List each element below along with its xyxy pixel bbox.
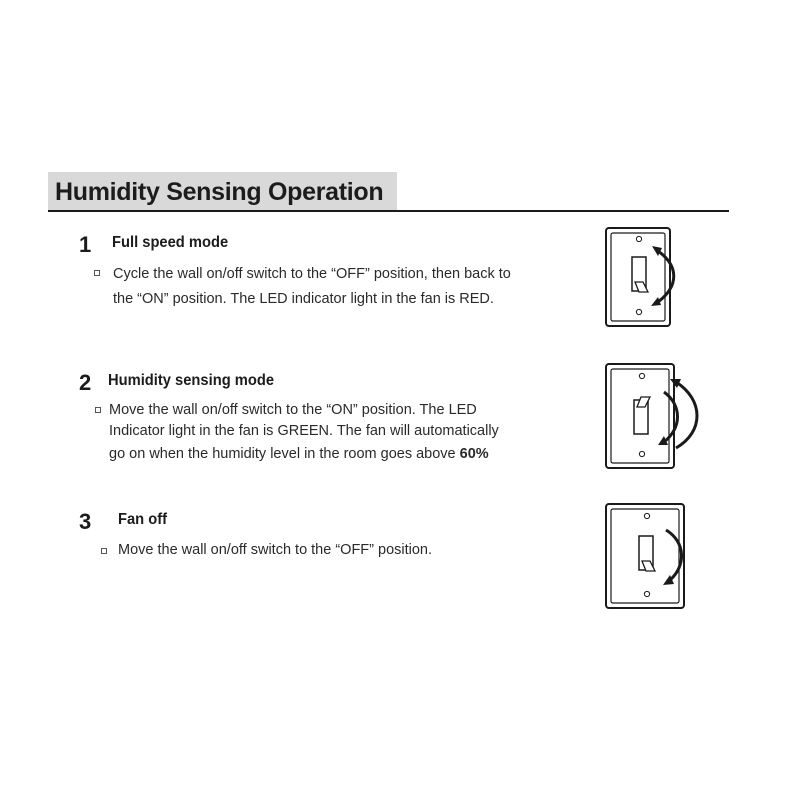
- step-2-title: Humidity sensing mode: [108, 372, 275, 389]
- step-3-bullet: [101, 548, 107, 554]
- humidity-threshold-value: 60%: [459, 446, 489, 462]
- step-2-description-line-3: [109, 444, 489, 465]
- step-2-description-line-2: Indicator light in the fan is GREEN. The fan will automatically: [109, 423, 499, 439]
- switch-cycle-off-on-icon: [604, 224, 680, 330]
- step-3-number: 3: [79, 509, 92, 534]
- switch-off-icon: [604, 500, 692, 612]
- header-divider: [48, 210, 729, 212]
- step-1-title: Full speed mode: [112, 234, 229, 251]
- step-2-number: 2: [79, 370, 92, 395]
- step-1-description-line-1: Cycle the wall on/off switch to the “OFF” position, then back to: [113, 266, 511, 282]
- switch-toggle-up-down-icon: [604, 360, 708, 472]
- page-title: Humidity Sensing Operation: [55, 178, 384, 206]
- step-3-description-line-1: Move the wall on/off switch to the “OFF” position.: [118, 542, 433, 558]
- step-2-line-3-text: go on when the humidity level in the room goes above: [109, 446, 460, 462]
- step-3-title: Fan off: [118, 511, 168, 528]
- step-1-number: 1: [79, 232, 92, 257]
- step-1-bullet: [94, 270, 100, 276]
- step-1-description-line-2: the “ON” position. The LED indicator light in the fan is RED.: [113, 291, 494, 307]
- step-2-bullet: [95, 407, 101, 413]
- step-2-description-line-1: Move the wall on/off switch to the “ON” position. The LED: [109, 402, 477, 418]
